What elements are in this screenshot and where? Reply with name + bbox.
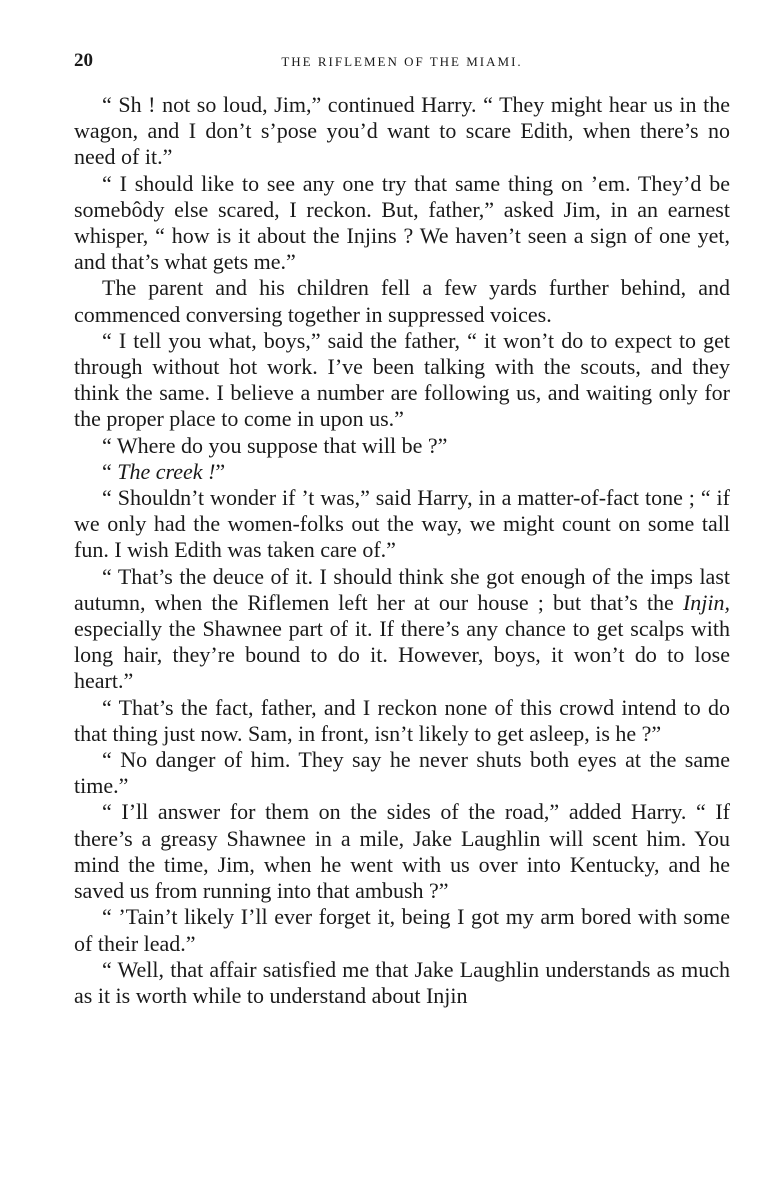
paragraph: “ Well, that affair satisfied me that Jake Laughlin understands as much as it is worth while to understand about Injin — [74, 956, 730, 1008]
quote-close: ” — [215, 458, 226, 484]
paragraph — [74, 564, 730, 695]
paragraph: “ Where do you suppose that will be ?” — [102, 432, 448, 458]
paragraph: The parent and his children fell a few yards further behind, and commenced conversing together in suppressed voices. — [74, 275, 730, 327]
paragraph: “ No danger of him. They say he never shuts both eyes at the same time.” — [74, 747, 730, 799]
running-head: THE RIFLEMEN OF THE MIAMI. — [281, 54, 523, 69]
paragraph: “ Sh ! not so loud, Jim,” continued Harry. “ They might hear us in the wagon, and I don’t s’pose you’d want to scare Edith, when there’s no need of it.” — [74, 92, 730, 170]
page-number: 20 — [74, 50, 93, 71]
paragraph: “ Shouldn’t wonder if ’t was,” said Harry, in a matter-of-fact tone ; “ if we only had the women-folks out the way, we might count on some tall fun. I wish Edith was taken care of.” — [74, 485, 730, 563]
italic-text: Injin, — [682, 589, 730, 615]
body-text — [74, 92, 730, 1009]
paragraph-text: “ That’s the deuce of it. I should think she got enough of the imps last autumn, when the Riflemen left her at our house ; but that’s the — [74, 563, 730, 615]
paragraph: “ I tell you what, boys,” said the father, “ it won’t do to expect to get through without hot work. I’ve been talking with the scouts, and they think the same. I believe a number are following us, and waiting only for the proper place to come in upon us.” — [74, 327, 730, 432]
paragraph: “ That’s the fact, father, and I reckon none of this crowd intend to do that thing just now. Sam, in front, isn’t likely to get asleep, is he ?” — [74, 694, 730, 746]
paragraph-text: especially the Shawnee part of it. If there’s any chance to get scalps with long hair, they’re bound to do it. However, boys, it won’t do to lose heart.” — [74, 616, 730, 694]
paragraph: “ I’ll answer for them on the sides of the road,” added Harry. “ If there’s a greasy Shawnee in a mile, Jake Laughlin will scent him. You mind the time, Jim, when he went with us over into Kentucky, and he saved us from running into that ambush ?” — [74, 799, 730, 904]
paragraph — [74, 459, 730, 485]
italic-text: The creek ! — [117, 458, 216, 484]
page-header — [74, 46, 730, 74]
book-page — [74, 46, 730, 1009]
paragraph: “ ’Tain’t likely I’ll ever forget it, being I got my arm bored with some of their lead.” — [74, 904, 730, 956]
quote-open: “ — [102, 458, 118, 484]
paragraph: “ I should like to see any one try that same thing on ’em. They’d be somebôdy else scared, I reckon. But, father,” asked Jim, in an earnest whisper, “ how is it about the Injins ? We haven’t seen a sign of one yet, and that’s what gets me.” — [74, 170, 730, 275]
